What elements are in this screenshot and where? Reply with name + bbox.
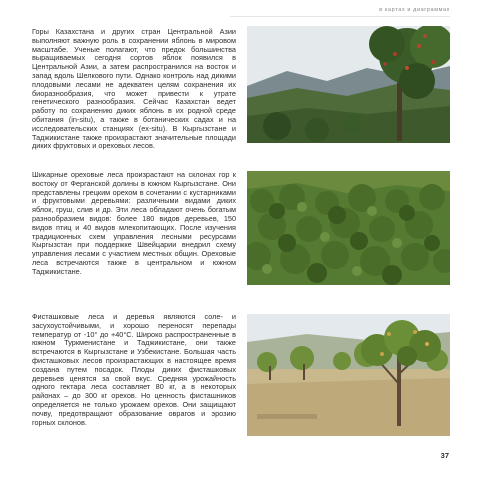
photo-walnut-forest [247, 171, 450, 285]
photo-wild-apple-tree-image [247, 26, 450, 143]
running-header: в картах и диаграммах [379, 7, 450, 13]
paragraph-walnut-forests: Шикарные ореховые леса произрастают на склонах гор к востоку от Ферганской долины в южном Кыргызстане. Они представлены грецким орехом в сочетании с кустарниками и фруктовыми деревьями: различными видами диких яблок, груш, слив и др. Эти леса обладают очень богатым разнообразием видов: более 180 видов деревьев, 150 видов птиц и 40 видов млекопитающих. После изучения традиционных схем управления лесными ресурсами Кыргызстан при поддержке Швейцарии внедрил схему управления лесами с участием местных общин. Ореховые леса встречаются также в центральном и южном Таджикистане. [32, 170, 236, 276]
photo-wild-apple-tree [247, 26, 450, 143]
photo-pistachio-trees [247, 314, 450, 436]
photo-pistachio-trees-image [247, 314, 450, 436]
paragraph-pistachio-forests: Фисташковые леса и деревья являются соле- и засухоустойчивыми, и хорошо переносят перепады температур от -10° до +40°С. Широко распространенные в южном Туркменистане и Таджикистане, они также встречаются в Кыргызстане и Узбекистане. Большая часть фисташковых лесов произрастающих в настоящее время создана путем посадок. Плоды диких фисташковых деревьев ценятся за свой вкус. Средняя урожайность одного гектара леса составляет 80 кг, а в некоторых районах – до 300 кг орехов. Но ценность фисташников определяется не только урожаем орехов. Они защищают почву, предотвращают образование оврагов и эрозию горных склонов. [32, 312, 236, 427]
photo-walnut-forest-image [247, 171, 450, 285]
paragraph-apple-forests: Горы Казахстана и других стран Центральной Азии выполняют важную роль в сохранении яблонь в мировом масштабе. Ученые полагают, что предок большинства выращиваемых сегодня сортов яблок появился в Центральной Азии, а затем распространился на восток и запад вдоль Шелкового пути. Однако контроль над дикими плодовыми лесами не адекватен целям сохранения их биоразнообразия, что может привести к утрате генетического разнообразия. Сейчас Казахстан ведет работу по сохранению диких яблонь в их родной среде обитания (in-situ), а также в ботанических садах и на исследовательских станциях (ex-situ). В Кыргызстане и Таджикистане также произрастают значительные площади диких фруктовых и ореховых лесов. [32, 27, 236, 151]
page-number: 37 [440, 451, 449, 460]
header-rule [230, 16, 450, 17]
